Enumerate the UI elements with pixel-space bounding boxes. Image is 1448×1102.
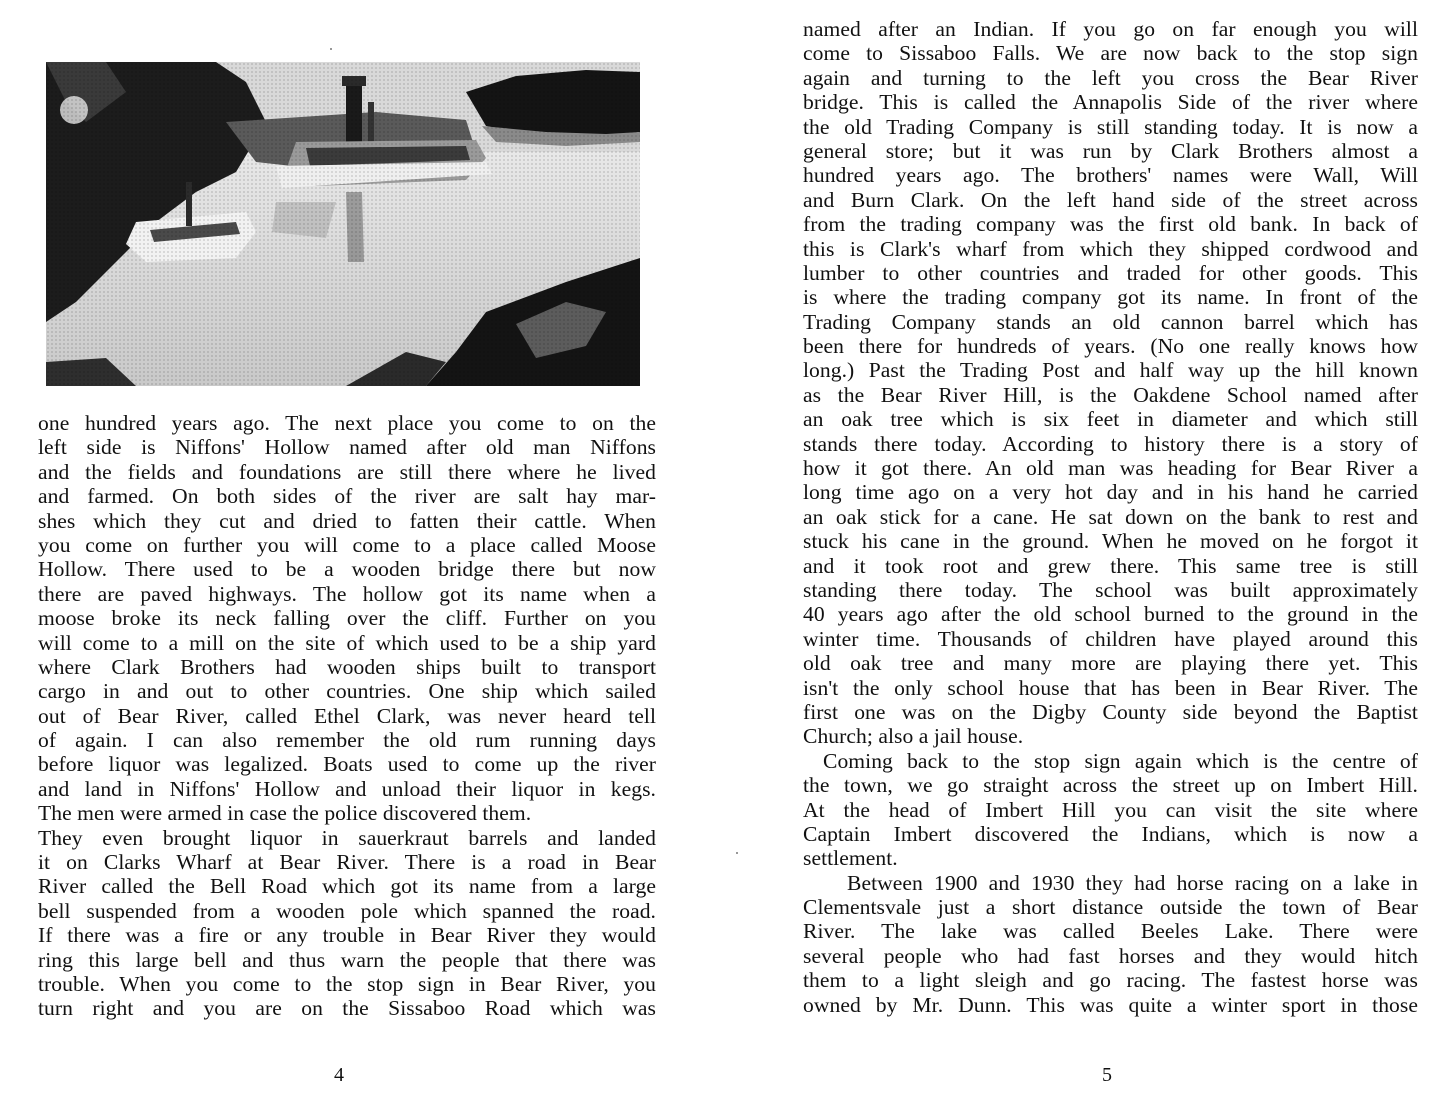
text-line: Church; also a jail house. — [803, 724, 1024, 749]
text-line: from the trading company was the first old bank. In back of — [803, 212, 1418, 237]
text-line: and it took root and grew there. This same tree is still — [803, 553, 1418, 578]
text-line: general store; but it was run by Clark Brothers almost a — [803, 138, 1418, 163]
text-line: and Burn Clark. On the left hand side of the street across — [803, 187, 1418, 212]
text-line: again and turning to the left you cross the Bear River — [803, 65, 1418, 90]
text-line: moose broke its neck falling over the cliff. Further on you — [38, 606, 656, 631]
text-line: Hollow. There used to be a wooden bridge there but now — [38, 557, 656, 582]
text-line: is where the trading company got its name. In front of the — [803, 285, 1418, 310]
text-line: They even brought liquor in sauerkraut barrels and landed — [38, 825, 656, 850]
text-line: If there was a fire or any trouble in Bear River they would — [38, 923, 656, 948]
text-line: come to Sissaboo Falls. We are now back to the stop sign — [803, 41, 1418, 66]
text-line: one hundred years ago. The next place you come to on the — [38, 411, 656, 435]
page-number: 4 — [334, 1064, 344, 1086]
text-line: you come on further you will come to a place called Moose — [38, 532, 656, 557]
text-line: first one was on the Digby County side beyond the Baptist — [803, 699, 1418, 724]
text-line: isn't the only school house that has been in Bear River. The — [803, 675, 1418, 700]
text-line: an oak stick for a cane. He sat down on the bank to rest and — [803, 504, 1418, 529]
text-line: Captain Imbert discovered the Indians, which is now a — [803, 821, 1418, 846]
left-page — [0, 0, 720, 1102]
text-line: long time ago on a very hot day and in his hand he carried — [803, 480, 1418, 505]
text-line: an oak tree which is six feet in diameter and which still — [803, 407, 1418, 432]
text-line: settlement. — [803, 846, 898, 871]
text-line: lumber to other countries and traded for other goods. This — [803, 260, 1418, 285]
text-line: bridge. This is called the Annapolis Side of the river where — [803, 90, 1418, 115]
text-line: this is Clark's wharf from which they shipped cordwood and — [803, 236, 1418, 261]
right-page — [724, 0, 1448, 1102]
text-line: several people who had fast horses and they would hitch — [803, 943, 1418, 968]
text-line: Trading Company stands an old cannon barrel which has — [803, 309, 1418, 334]
text-line: them to a light sleigh and go racing. The fastest horse was — [803, 968, 1418, 993]
text-line: will come to a mill on the site of which used to be a ship yard — [38, 630, 656, 655]
page-number: 5 — [1102, 1064, 1112, 1086]
text-line: standing there today. The school was built approximately — [803, 577, 1418, 602]
text-line: the old Trading Company is still standing today. It is now a — [803, 114, 1418, 139]
text-line: ring this large bell and thus warn the people that there was — [38, 947, 656, 972]
text-line: Clementsvale just a short distance outside the town of Bear — [803, 895, 1418, 920]
scan-speck — [330, 48, 332, 50]
text-line: been there for hundreds of years. (No one really knows how — [803, 334, 1418, 359]
text-line: shes which they cut and dried to fatten their cattle. When — [38, 508, 656, 533]
text-line: Coming back to the stop sign again which is the centre of — [823, 748, 1418, 773]
text-line: left side is Niffons' Hollow named after old man Niffons — [38, 435, 656, 460]
text-line: and land in Niffons' Hollow and unload their liquor in kegs. — [38, 776, 656, 801]
text-line: River. The lake was called Beeles Lake. There were — [803, 919, 1418, 944]
left-page-text — [38, 411, 656, 1021]
text-line: trouble. When you come to the stop sign in Bear River, you — [38, 971, 656, 996]
text-line: stuck his cane in the ground. When he moved on he forgot it — [803, 529, 1418, 554]
text-line: winter time. Thousands of children have played around this — [803, 626, 1418, 651]
text-line: old oak tree and many more are playing there yet. This — [803, 651, 1418, 676]
text-line: turn right and you are on the Sissaboo Road which was — [38, 996, 656, 1021]
text-line: as the Bear River Hill, is the Oakdene School named after — [803, 382, 1418, 407]
river-steamboat-photo — [46, 62, 640, 386]
text-line: named after an Indian. If you go on far enough you will — [803, 17, 1418, 41]
text-line: The men were armed in case the police discovered them. — [38, 801, 532, 826]
text-line: long.) Past the Trading Post and half way up the hill known — [803, 358, 1418, 383]
text-line: owned by Mr. Dunn. This was quite a winter sport in those — [803, 992, 1418, 1017]
text-line: Between 1900 and 1930 they had horse racing on a lake in — [847, 870, 1418, 895]
text-line: before liquor was legalized. Boats used to come up the river — [38, 752, 656, 777]
text-line: hundred years ago. The brothers' names were Wall, Will — [803, 163, 1418, 188]
text-line: there are paved highways. The hollow got its name when a — [38, 581, 656, 606]
text-line: it on Clarks Wharf at Bear River. There is a road in Bear — [38, 850, 656, 875]
text-line: At the head of Imbert Hill you can visit the site where — [803, 797, 1418, 822]
text-line: 40 years ago after the old school burned to the ground in the — [803, 602, 1418, 627]
text-line: River called the Bell Road which got its name from a large — [38, 874, 656, 899]
text-line: and farmed. On both sides of the river are salt hay mar- — [38, 484, 656, 509]
right-page-text — [803, 17, 1418, 1017]
text-line: out of Bear River, called Ethel Clark, was never heard tell — [38, 703, 656, 728]
text-line: cargo in and out to other countries. One ship which sailed — [38, 679, 656, 704]
scan-speck — [736, 852, 738, 854]
text-line: how it got there. An old man was heading for Bear River a — [803, 456, 1418, 481]
text-line: bell suspended from a wooden pole which spanned the road. — [38, 898, 656, 923]
text-line: of again. I can also remember the old rum running days — [38, 728, 656, 753]
text-line: stands there today. According to history there is a story of — [803, 431, 1418, 456]
photo-illustration — [46, 62, 640, 386]
text-line: and the fields and foundations are still there where he lived — [38, 459, 656, 484]
text-line: the town, we go straight across the street up on Imbert Hill. — [803, 773, 1418, 798]
text-line: where Clark Brothers had wooden ships built to transport — [38, 654, 656, 679]
